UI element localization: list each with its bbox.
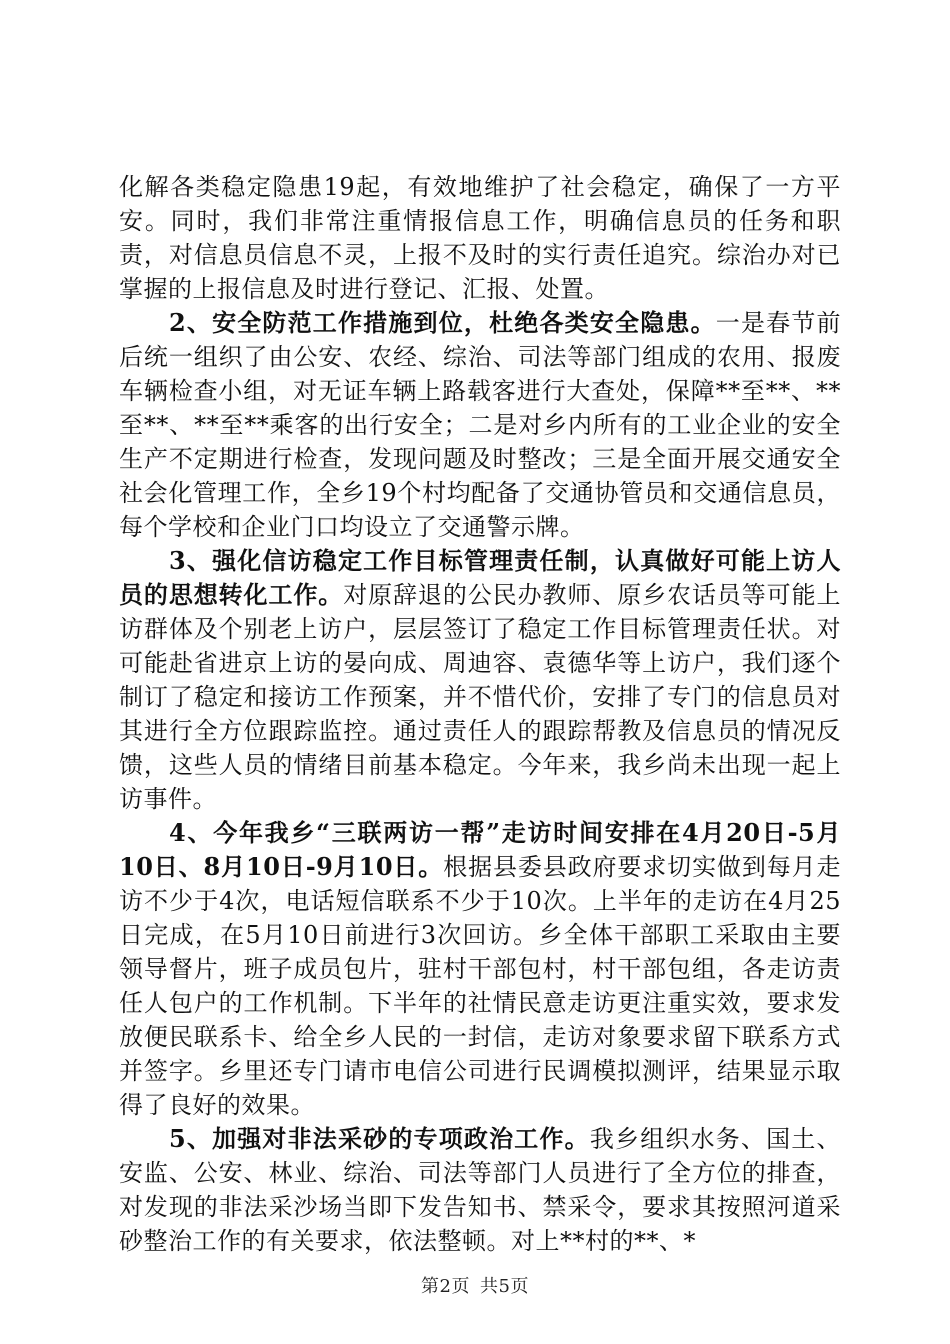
paragraph-3-lead: 3、强化信访稳定工作目标管理责任制，认真做好可能上访人员的思想转化工作。 [119,546,841,609]
document-body [119,170,841,1258]
paragraph-1 [119,170,841,306]
paragraph-2 [119,306,841,544]
paragraph-4-lead: 4、今年我乡“三联两访一帮”走访时间安排在4月20日-5月10日、8月10日-9月10日。 [119,818,841,881]
paragraph-4-body: 根据县委县政府要求切实做到每月走访不少于4次，电话短信联系不少于10次。上半年的走访在4月25日完成，在5月10日前进行3次回访。乡全体干部职工采取由主要领导督片，班子成员包片，驻村干部包村，村干部包组，各走访责任人包户的工作机制。下半年的社情民意走访更注重实效，要求发放便民联系卡、给全乡人民的一封信，走访对象要求留下联系方式并签字。乡里还专门请市电信公司进行民调模拟测评，结果显示取得了良好的效果。 [119,853,842,1119]
paragraph-5-lead: 5、加强对非法采砂的专项政治工作。 [169,1124,590,1153]
paragraph-3 [119,544,841,816]
page-number-total: 共5页 [480,1276,529,1297]
paragraph-5 [119,1122,841,1258]
paragraph-4 [119,816,841,1122]
paragraph-3-body: 对原辞退的公民办教师、原乡农话员等可能上访群体及个别老上访户，层层签订了稳定工作目标管理责任状。对可能赴省进京上访的晏向成、周迪容、袁德华等上访户，我们逐个制订了稳定和接访工作预案，并不惜代价，安排了专门的信息员对其进行全方位跟踪监控。通过责任人的跟踪帮教及信息员的情况反馈，这些人员的情绪目前基本稳定。今年来，我乡尚未出现一起上访事件。 [119,581,842,813]
paragraph-2-lead: 2、安全防范工作措施到位，杜绝各类安全隐患。 [169,308,716,337]
paragraph-5-body: 我乡组织水务、国土、安监、公安、林业、综治、司法等部门人员进行了全方位的排查，对发现的非法采沙场当即下发告知书、禁采令，要求其按照河道采砂整治工作的有关要求，依法整顿。对上**村的**、* [119,1125,842,1255]
paragraph-1-body: 化解各类稳定隐患19起，有效地维护了社会稳定，确保了一方平安。同时，我们非常注重情报信息工作，明确信息员的任务和职责，对信息员信息不灵，上报不及时的实行责任追究。综治办对已掌握的上报信息及时进行登记、汇报、处置。 [119,173,841,303]
paragraph-2-body: 一是春节前后统一组织了由公安、农经、综治、司法等部门组成的农用、报废车辆检查小组，对无证车辆上路载客进行大查处，保障**至**、**至**、**至**乘客的出行安全；二是对乡内所有的工业企业的安全生产不定期进行检查，发现问题及时整改；三是全面开展交通安全社会化管理工作，全乡19个村均配备了交通协管员和交通信息员，每个学校和企业门口均设立了交通警示牌。 [119,309,842,541]
page-number-current: 第2页 [421,1276,470,1297]
page-footer [0,1276,950,1298]
